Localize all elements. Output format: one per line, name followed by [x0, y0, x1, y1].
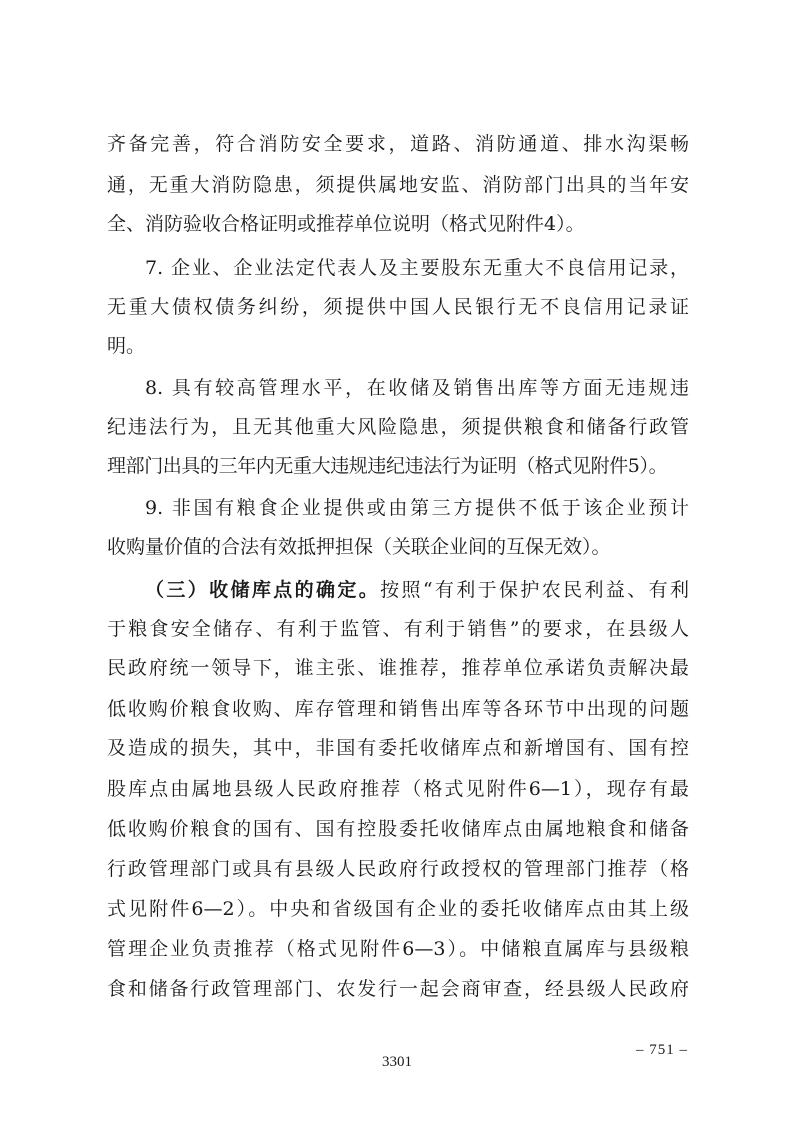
- text-line: 式见附件6—2）。中央和省级国有企业的委托收储库点由其上级: [107, 898, 689, 920]
- text-line: 齐备完善，符合消防安全要求，道路、消防通道、排水沟渠畅: [107, 133, 689, 155]
- text-line: 低收购价粮食收购、库存管理和销售出库等各环节中出现的问题: [107, 698, 689, 720]
- text-line: 低收购价粮食的国有、国有控股委托收储库点由属地粮食和储备: [107, 818, 689, 840]
- text-line: 明。: [107, 335, 146, 357]
- text-line: 股库点由属地县级人民政府推荐（格式见附件6—1），现存有最: [107, 778, 689, 800]
- text-line: 通，无重大消防隐患，须提供属地安监、消防部门出具的当年安: [107, 174, 689, 196]
- list-item-9: 9. 非国有粮食企业提供或由第三方提供不低于该企业预计: [145, 497, 689, 519]
- text-line: 收购量价值的合法有效抵押担保（关联企业间的互保无效）。: [107, 536, 611, 558]
- text-line: 于粮食安全储存、有利于监管、有利于销售”的要求，在县级人: [107, 618, 689, 640]
- page-code: 3301: [382, 1054, 412, 1070]
- section-heading: （三）收储库点的确定。: [145, 579, 381, 601]
- list-item-8: 8. 具有较高管理水平，在收储及销售出库等方面无违规违: [145, 377, 689, 399]
- text-line: 民政府统一领导下，谁主张、谁推荐，推荐单位承诺负责解决最: [107, 657, 689, 679]
- text-line: 理部门出具的三年内无重大违规违纪违法行为证明（格式见附件5）。: [107, 455, 668, 477]
- text-line: 全、消防验收合格证明或推荐单位说明（格式见附件4）。: [107, 213, 585, 235]
- list-item-7: 7. 企业、企业法定代表人及主要股东无重大不良信用记录，: [145, 257, 689, 279]
- section-heading-line: （三）收储库点的确定。按照“有利于保护农民利益、有利: [145, 579, 689, 601]
- text-line: 食和储备行政管理部门、农发行一起会商审查，经县级人民政府: [107, 978, 689, 1000]
- text-line: 管理企业负责推荐（格式见附件6—3）。中储粮直属库与县级粮: [107, 938, 689, 960]
- text-line: 及造成的损失，其中，非国有委托收储库点和新增国有、国有控: [107, 737, 689, 759]
- text-line: 行政管理部门或具有县级人民政府行政授权的管理部门推荐（格: [107, 858, 689, 880]
- page-number: – 751 –: [636, 1042, 688, 1058]
- text-line: 无重大债权债务纠纷，须提供中国人民银行无不良信用记录证: [107, 296, 689, 318]
- text-line: 纪违法行为，且无其他重大风险隐患，须提供粮食和储备行政管: [107, 416, 689, 438]
